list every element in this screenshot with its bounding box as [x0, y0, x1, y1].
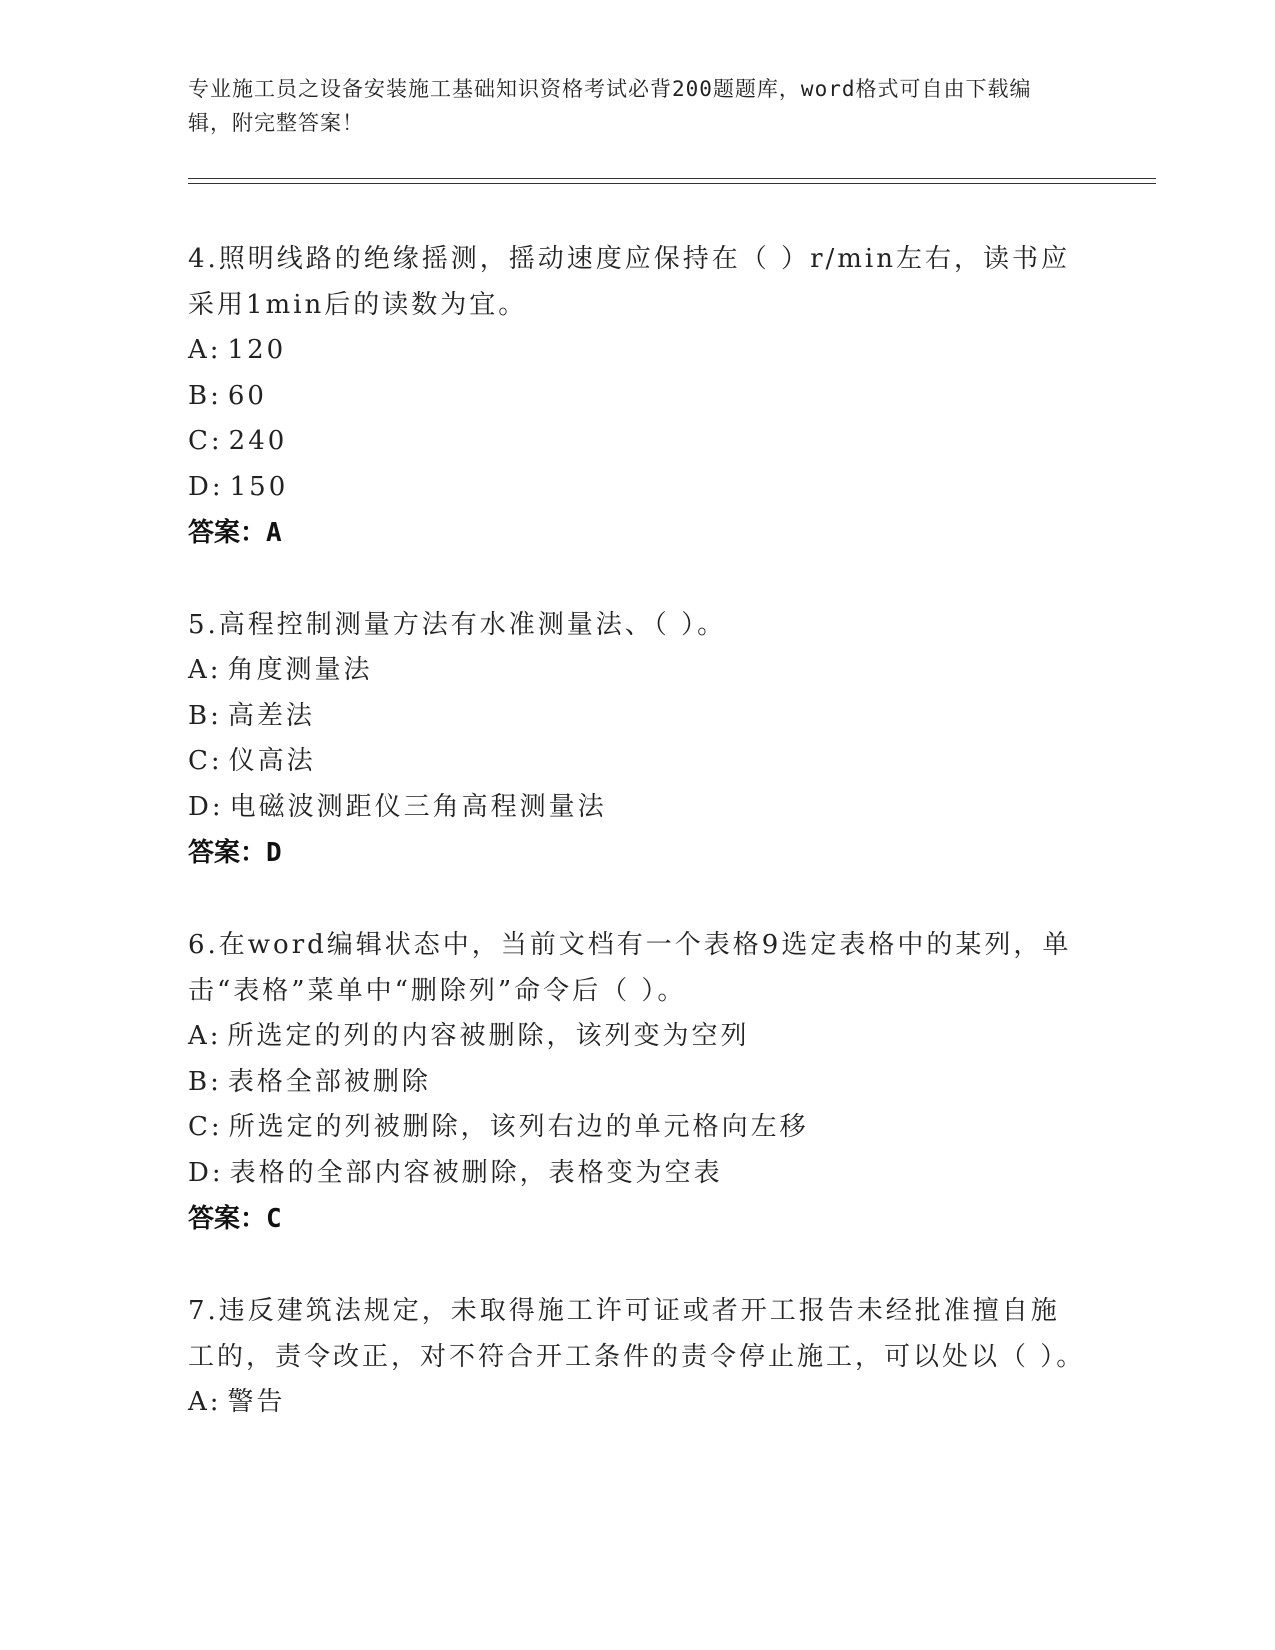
option-b — [188, 694, 1088, 740]
option-c — [188, 739, 1088, 785]
option-b — [188, 1060, 1088, 1106]
option-text: 120 — [227, 335, 287, 365]
header-divider-top — [188, 178, 1156, 179]
option-letter: B: — [188, 380, 222, 411]
option-letter: C: — [188, 746, 223, 776]
option-d — [188, 785, 1088, 831]
option-letter: A: — [188, 1021, 222, 1051]
option-letter: A: — [188, 655, 222, 685]
option-letter: A: — [188, 1387, 222, 1417]
question-item — [188, 1288, 1088, 1426]
document-header-title: 专业施工员之设备安装施工基础知识资格考试必背200题题库，word格式可自由下载编辑，附完整答案！ — [188, 77, 1032, 135]
header-divider-bottom — [188, 183, 1156, 184]
question-item — [188, 236, 1088, 556]
option-a — [188, 1380, 1088, 1426]
option-a — [188, 328, 1088, 374]
option-c — [188, 419, 1088, 465]
option-letter: D: — [188, 471, 224, 502]
question-stem: 5.高程控制测量方法有水准测量法、（ ）。 — [188, 610, 727, 640]
option-text: 仪高法 — [228, 746, 316, 776]
option-letter: B: — [188, 1066, 222, 1097]
option-letter: B: — [188, 700, 222, 731]
answer-line: 答案：C — [188, 1204, 282, 1234]
option-letter: A: — [188, 335, 222, 365]
option-text: 高差法 — [227, 700, 315, 731]
option-letter: D: — [188, 1157, 224, 1188]
answer-line: 答案：A — [188, 518, 282, 548]
option-letter: C: — [188, 426, 223, 456]
answer-line: 答案：D — [188, 838, 282, 868]
option-c — [188, 1105, 1088, 1151]
question-stem: 4.照明线路的绝缘摇测，摇动速度应保持在（ ）r/min左右，读书应采用1min后的读数为宜。 — [188, 244, 1070, 320]
option-d — [188, 1151, 1088, 1197]
question-list — [188, 236, 1088, 1472]
option-a — [188, 1014, 1088, 1060]
option-text: 电磁波测距仪三角高程测量法 — [229, 791, 607, 822]
option-text: 角度测量法 — [227, 655, 373, 685]
option-text: 所选定的列的内容被删除，该列变为空列 — [227, 1021, 750, 1051]
question-stem: 6.在word编辑状态中，当前文档有一个表格9选定表格中的某列，单击“表格”菜单中“删除列”命令后（ ）。 — [188, 930, 1072, 1006]
option-letter: C: — [188, 1112, 223, 1142]
option-text: 60 — [227, 380, 267, 411]
option-text: 所选定的列被删除，该列右边的单元格向左移 — [228, 1112, 809, 1142]
option-text: 150 — [229, 471, 289, 502]
question-stem: 7.违反建筑法规定，未取得施工许可证或者开工报告未经批准擅自施工的，责令改正，对不符合开工条件的责令停止施工，可以处以（ ）。 — [188, 1296, 1086, 1372]
question-item — [188, 602, 1088, 876]
option-d — [188, 465, 1088, 511]
option-text: 240 — [228, 426, 288, 456]
question-item — [188, 922, 1088, 1242]
option-b — [188, 374, 1088, 420]
option-a — [188, 648, 1088, 694]
option-letter: D: — [188, 791, 224, 822]
option-text: 表格的全部内容被删除，表格变为空表 — [229, 1157, 723, 1188]
option-text: 表格全部被删除 — [227, 1066, 431, 1097]
option-text: 警告 — [227, 1387, 286, 1417]
